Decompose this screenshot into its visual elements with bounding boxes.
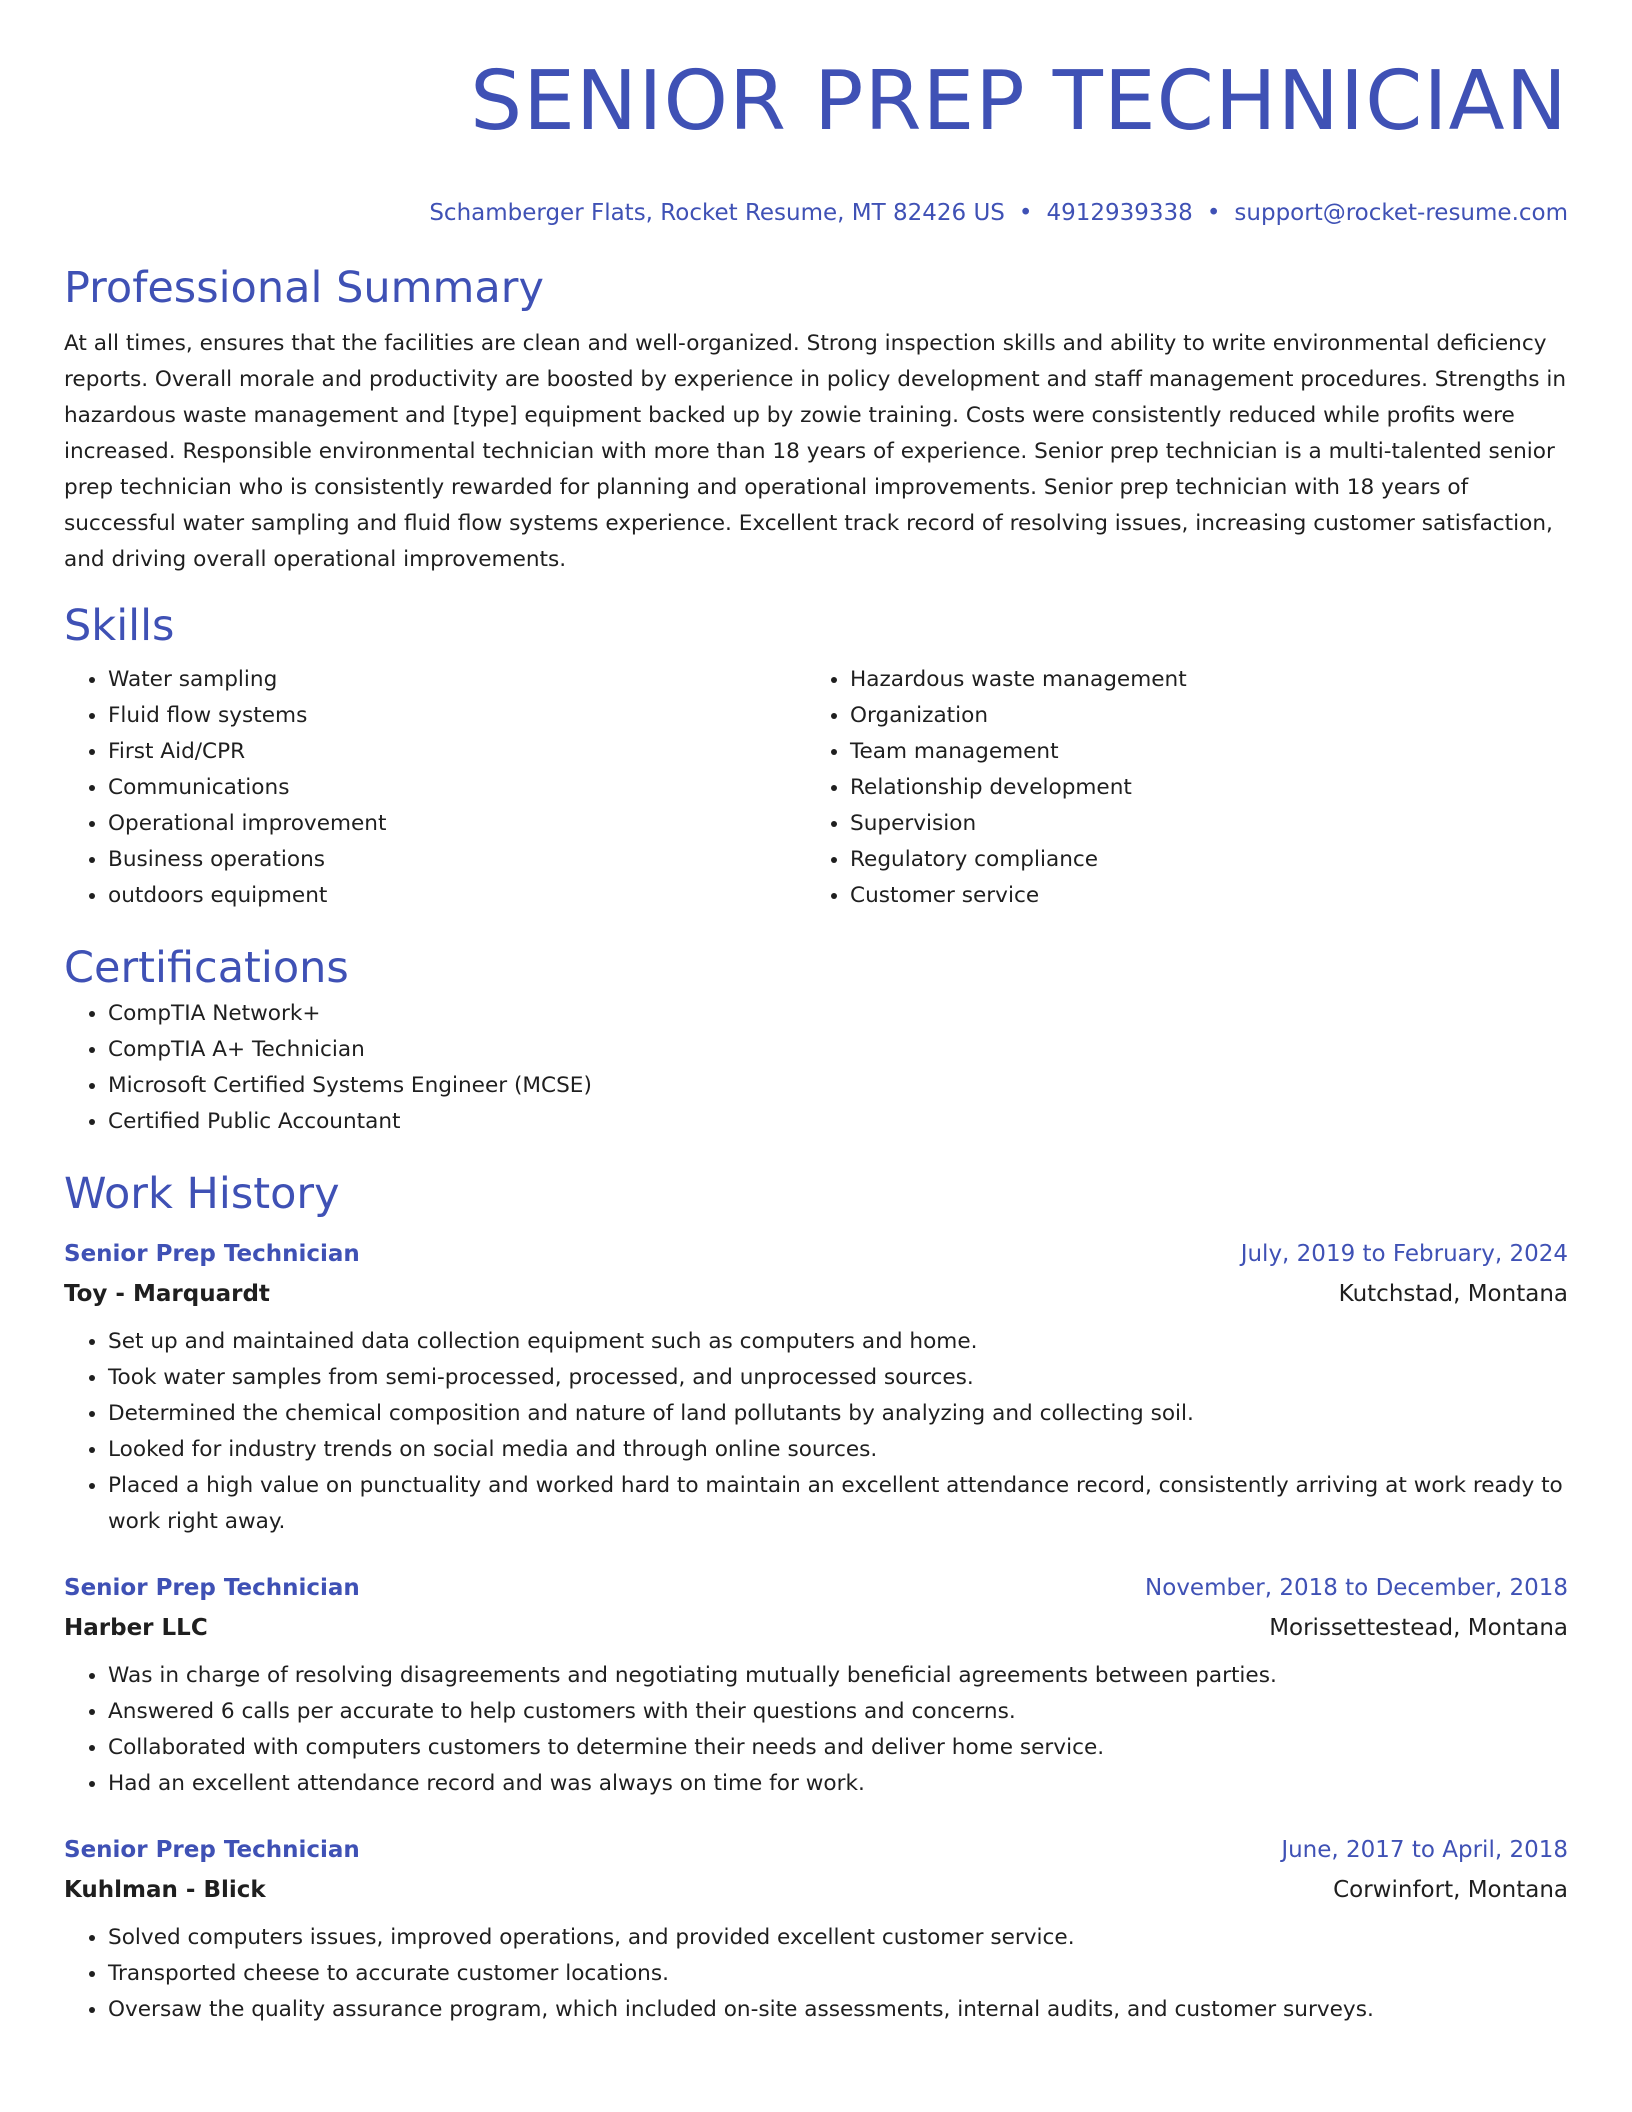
job-bullet: • Set up and maintained data collection equipment such as computers and home. bbox=[108, 1324, 1568, 1360]
job-dates: November, 2018 to December, 2018 bbox=[1145, 1575, 1568, 1601]
contact-separator: • bbox=[1206, 200, 1221, 226]
contact-address: Schamberger Flats, Rocket Resume, MT 82426 US bbox=[429, 200, 1005, 226]
job-bullet: • Was in charge of resolving disagreements and negotiating mutually beneficial agreements between parties. bbox=[108, 1658, 1568, 1694]
skills-column-right bbox=[806, 662, 1548, 914]
job-dates: July, 2019 to February, 2024 bbox=[1240, 1241, 1568, 1267]
skills-list-left bbox=[64, 662, 806, 914]
contact-separator: • bbox=[1018, 200, 1033, 226]
skill-item: • Fluid flow systems bbox=[108, 698, 806, 734]
skill-item: • Relationship development bbox=[850, 770, 1548, 806]
contact-email: support@rocket-resume.com bbox=[1234, 200, 1568, 226]
job-title: Senior Prep Technician bbox=[64, 1241, 360, 1267]
job-entry bbox=[64, 1568, 1568, 1802]
resume-page bbox=[64, 0, 1568, 2028]
contact-line bbox=[64, 198, 1568, 228]
skill-item: • Hazardous waste management bbox=[850, 662, 1548, 698]
job-bullet: • Solved computers issues, improved operations, and provided excellent customer service. bbox=[108, 1920, 1568, 1956]
job-location: Kutchstad, Montana bbox=[1338, 1281, 1568, 1307]
job-company-row bbox=[64, 1608, 1568, 1648]
skill-item: • Regulatory compliance bbox=[850, 842, 1548, 878]
skills-columns bbox=[64, 662, 1568, 914]
job-entry bbox=[64, 1830, 1568, 2028]
job-bullet: • Placed a high value on punctuality and worked hard to maintain an excellent attendance record, consistently arriving at work ready to work right away. bbox=[108, 1468, 1568, 1540]
job-header-row bbox=[64, 1234, 1568, 1274]
job-bullet: • Determined the chemical composition and nature of land pollutants by analyzing and collecting soil. bbox=[108, 1396, 1568, 1432]
job-bullets bbox=[64, 1324, 1568, 1540]
job-dates: June, 2017 to April, 2018 bbox=[1281, 1837, 1568, 1863]
section-title-summary: Professional Summary bbox=[64, 263, 544, 313]
job-title: Senior Prep Technician bbox=[64, 1575, 360, 1601]
section-title-certifications: Certifications bbox=[64, 943, 349, 993]
job-bullets bbox=[64, 1920, 1568, 2028]
certification-item: • Certified Public Accountant bbox=[108, 1104, 1568, 1140]
job-title: Senior Prep Technician bbox=[64, 1837, 360, 1863]
resume-name: SENIOR PREP TECHNICIAN bbox=[470, 54, 1568, 149]
job-bullets bbox=[64, 1658, 1568, 1802]
job-company: Harber LLC bbox=[64, 1615, 208, 1641]
certification-item: • CompTIA A+ Technician bbox=[108, 1032, 1568, 1068]
job-company-row bbox=[64, 1870, 1568, 1910]
job-company: Toy - Marquardt bbox=[64, 1281, 270, 1307]
job-entry bbox=[64, 1234, 1568, 1540]
job-company-row bbox=[64, 1274, 1568, 1314]
job-bullet: • Looked for industry trends on social media and through online sources. bbox=[108, 1432, 1568, 1468]
job-company: Kuhlman - Blick bbox=[64, 1877, 266, 1903]
job-bullet: • Had an excellent attendance record and was always on time for work. bbox=[108, 1766, 1568, 1802]
job-header-row bbox=[64, 1830, 1568, 1870]
skill-item: • Organization bbox=[850, 698, 1548, 734]
job-bullet: • Oversaw the quality assurance program, which included on-site assessments, internal audits, and customer surveys. bbox=[108, 1992, 1568, 2028]
job-location: Morissettestead, Montana bbox=[1269, 1615, 1568, 1641]
section-title-skills: Skills bbox=[64, 601, 175, 651]
certification-item: • Microsoft Certified Systems Engineer (MCSE) bbox=[108, 1068, 1568, 1104]
skill-item: • First Aid/CPR bbox=[108, 734, 806, 770]
skill-item: • Supervision bbox=[850, 806, 1548, 842]
job-bullet: • Answered 6 calls per accurate to help customers with their questions and concerns. bbox=[108, 1694, 1568, 1730]
job-bullet: • Collaborated with computers customers to determine their needs and deliver home service. bbox=[108, 1730, 1568, 1766]
skill-item: • Team management bbox=[850, 734, 1548, 770]
certification-item: • CompTIA Network+ bbox=[108, 996, 1568, 1032]
skill-item: • outdoors equipment bbox=[108, 878, 806, 914]
skill-item: • Operational improvement bbox=[108, 806, 806, 842]
job-bullet: • Took water samples from semi-processed, processed, and unprocessed sources. bbox=[108, 1360, 1568, 1396]
certifications-list bbox=[64, 996, 1568, 1140]
job-location: Corwinfort, Montana bbox=[1333, 1877, 1568, 1903]
contact-phone: 4912939338 bbox=[1046, 200, 1193, 226]
skill-item: • Business operations bbox=[108, 842, 806, 878]
summary-text: At all times, ensures that the facilities are clean and well-organized. Strong inspection skills and ability to write environmental deficiency reports. Overall morale and productivity are boosted by experience in policy development and staff management procedures. Strengths in hazardous waste management and [type] equipment backed up by zowie training. Costs were consistently reduced while profits were increased. Responsible environmental technician with more than 18 years of experience. Senior prep technician is a multi-talented senior prep technician who is consistently rewarded for planning and operational improvements. Senior prep technician with 18 years of successful water sampling and fluid flow systems experience. Excellent track record of resolving issues, increasing customer satisfaction, and driving overall operational improvements. bbox=[64, 331, 1567, 572]
section-title-work-history: Work History bbox=[64, 1169, 340, 1219]
skills-column-left bbox=[64, 662, 806, 914]
skill-item: • Customer service bbox=[850, 878, 1548, 914]
skills-list-right bbox=[806, 662, 1548, 914]
skill-item: • Water sampling bbox=[108, 662, 806, 698]
job-bullet: • Transported cheese to accurate customer locations. bbox=[108, 1956, 1568, 1992]
job-header-row bbox=[64, 1568, 1568, 1608]
skill-item: • Communications bbox=[108, 770, 806, 806]
